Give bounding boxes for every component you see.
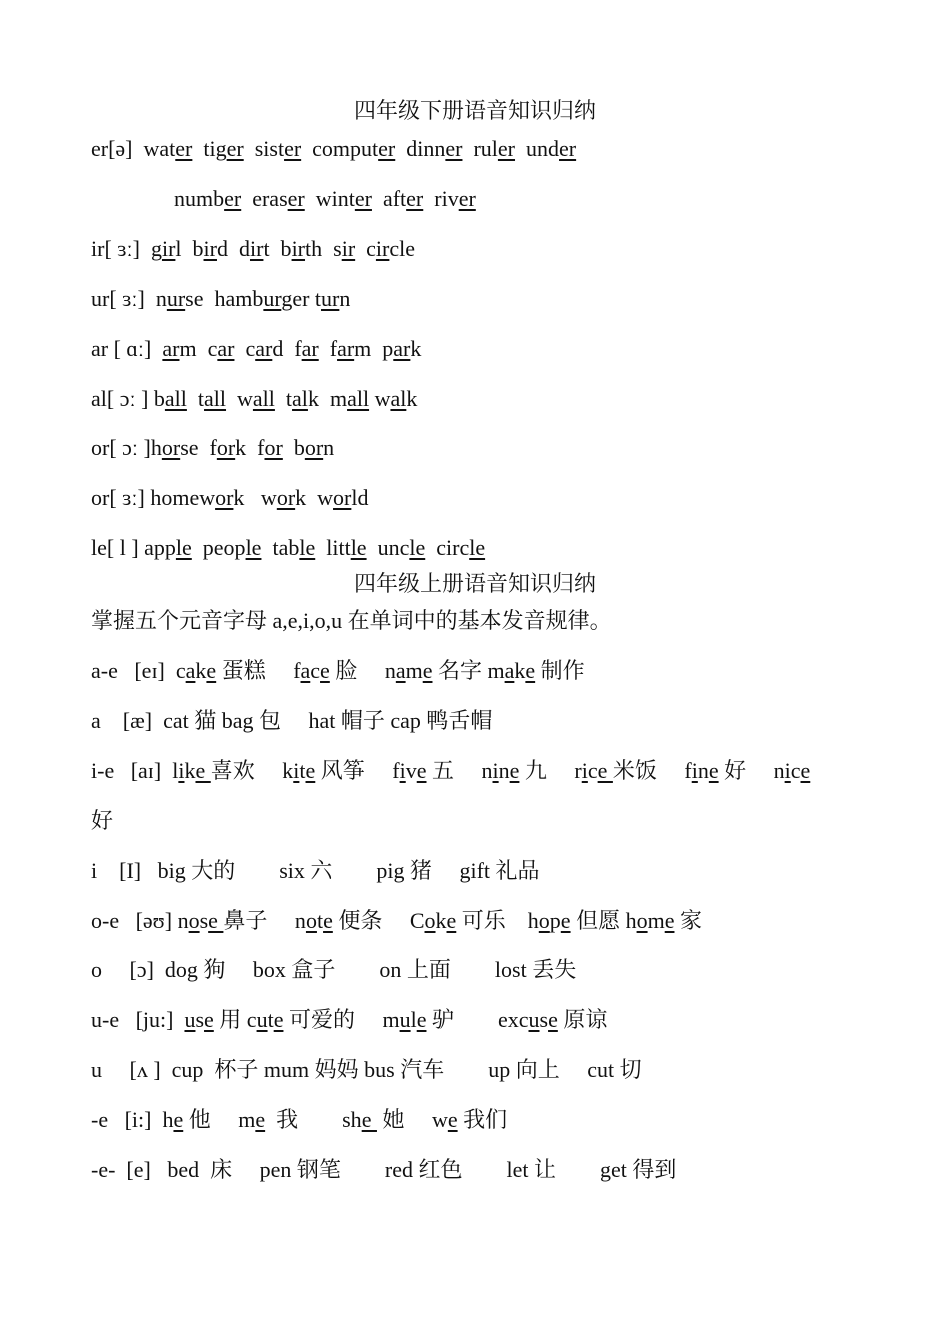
underlined-segment: e bbox=[525, 658, 536, 683]
underlined-segment: er bbox=[445, 136, 463, 161]
underlined-segment: e bbox=[320, 658, 330, 683]
underlined-segment: all bbox=[164, 386, 187, 411]
text-segment: d d bbox=[216, 236, 250, 261]
underlined-segment: e bbox=[597, 758, 613, 783]
text-segment: n bbox=[498, 758, 510, 783]
vowel-row-u bbox=[91, 1057, 642, 1083]
underlined-segment: o bbox=[636, 908, 648, 933]
underlined-segment: u bbox=[184, 1007, 196, 1032]
underlined-segment: ir bbox=[249, 236, 264, 261]
text-segment: p bbox=[549, 908, 561, 933]
text-segment: eras bbox=[241, 186, 288, 211]
text-segment: ur[ ɜː] n bbox=[91, 286, 167, 311]
underlined-segment: er bbox=[287, 186, 305, 211]
text-segment: 可爱的 m bbox=[283, 1007, 400, 1032]
underlined-segment: a bbox=[395, 658, 406, 683]
underlined-segment: e bbox=[323, 908, 333, 933]
underlined-segment: or bbox=[276, 485, 296, 510]
underlined-segment: ir bbox=[291, 236, 306, 261]
text-segment: a-e [eɪ] c bbox=[91, 658, 186, 683]
text-segment: cle bbox=[389, 236, 416, 261]
underlined-segment: al bbox=[390, 386, 407, 411]
vowel-row-a-e bbox=[91, 658, 585, 684]
underlined-segment: er bbox=[175, 136, 193, 161]
underlined-segment: e bbox=[416, 1007, 427, 1032]
underlined-segment: er bbox=[406, 186, 424, 211]
underlined-segment: i bbox=[178, 758, 185, 783]
text-segment: 鼻子 n bbox=[223, 908, 306, 933]
underlined-segment: o bbox=[424, 908, 436, 933]
text-segment: k bbox=[406, 386, 418, 411]
underlined-segment: or bbox=[264, 435, 283, 460]
text-segment: s bbox=[199, 908, 209, 933]
text-segment: t b bbox=[263, 236, 292, 261]
underlined-segment: e bbox=[416, 758, 427, 783]
underlined-segment: ar bbox=[393, 336, 411, 361]
underlined-segment: le bbox=[175, 535, 192, 560]
underlined-segment: e bbox=[446, 908, 457, 933]
underlined-segment: a bbox=[504, 658, 515, 683]
text-segment: c bbox=[587, 758, 598, 783]
text-segment: m bbox=[405, 658, 423, 683]
underlined-segment: or bbox=[304, 435, 324, 460]
underlined-segment: al bbox=[292, 386, 308, 411]
underlined-segment: or bbox=[333, 485, 352, 510]
text-segment: ar [ ɑː] bbox=[91, 336, 163, 361]
underlined-segment: e bbox=[664, 908, 675, 933]
underlined-segment: er bbox=[226, 136, 244, 161]
text-segment: or[ ɜː] homew bbox=[91, 485, 216, 510]
phonics-row-er-continued bbox=[174, 186, 476, 212]
phonics-row-al bbox=[91, 386, 417, 412]
text-segment: k bbox=[410, 336, 422, 361]
section-title-lower: 四年级下册语音知识归纳 bbox=[353, 98, 596, 123]
underlined-segment: e bbox=[361, 1107, 377, 1132]
text-segment: tig bbox=[192, 136, 227, 161]
text-segment: c bbox=[234, 336, 256, 361]
text-segment: al[ ɔː ] b bbox=[91, 386, 165, 411]
underlined-segment: all bbox=[204, 386, 227, 411]
text-segment: comput bbox=[301, 136, 379, 161]
underlined-segment: er bbox=[559, 136, 577, 161]
underlined-segment: i bbox=[581, 758, 588, 783]
phonics-row-or-1 bbox=[91, 435, 334, 461]
text-segment: k bbox=[435, 908, 447, 933]
text-segment: 好 bbox=[91, 808, 114, 833]
text-segment: 可乐 h bbox=[456, 908, 539, 933]
vowel-row-i-e-continued bbox=[91, 808, 113, 834]
text-segment: litt bbox=[315, 535, 351, 560]
underlined-segment: ar bbox=[337, 336, 355, 361]
underlined-segment: i bbox=[399, 758, 406, 783]
vowel-row-o-e bbox=[91, 908, 702, 934]
section-title-upper: 四年级上册语音知识归纳 bbox=[353, 571, 596, 596]
underlined-segment: e bbox=[422, 658, 433, 683]
section-intro: 掌握五个元音字母 a,e,i,o,u 在单词中的基本发音规律。 bbox=[91, 608, 612, 633]
text-segment: s bbox=[195, 1007, 205, 1032]
underlined-segment: er bbox=[458, 186, 476, 211]
text-segment: wat bbox=[143, 136, 176, 161]
underlined-segment: all bbox=[347, 386, 370, 411]
underlined-segment: or bbox=[215, 485, 234, 510]
underlined-segment: e bbox=[708, 758, 719, 783]
text-segment: 脸 n bbox=[329, 658, 396, 683]
text-segment: or[ ɔː ]h bbox=[91, 435, 162, 460]
text-segment: 他 m bbox=[183, 1107, 256, 1132]
text-segment: sist bbox=[243, 136, 285, 161]
text-segment: o-e [əʊ] n bbox=[91, 908, 189, 933]
phonics-row-or-2 bbox=[91, 485, 368, 511]
underlined-segment: or bbox=[216, 435, 236, 460]
phonics-row-er bbox=[91, 136, 576, 162]
vowel-row-u-e bbox=[91, 1007, 607, 1033]
text-segment: 她 w bbox=[376, 1107, 448, 1132]
underlined-segment: er bbox=[497, 136, 516, 161]
text-segment: 便条 C bbox=[332, 908, 425, 933]
text-segment: n bbox=[339, 286, 351, 311]
underlined-segment: or bbox=[161, 435, 181, 460]
text-segment: w bbox=[369, 386, 391, 411]
underlined-segment: ir bbox=[341, 236, 356, 261]
text-segment: u-e [ju:] bbox=[91, 1007, 185, 1032]
text-segment: aft bbox=[371, 186, 407, 211]
text-segment: 名字 m bbox=[432, 658, 505, 683]
text-segment: ld bbox=[351, 485, 369, 510]
underlined-segment: e bbox=[548, 1007, 558, 1032]
text-segment: 我们 bbox=[457, 1107, 508, 1132]
text-segment: t bbox=[186, 386, 205, 411]
text-segment: 原谅 bbox=[557, 1007, 608, 1032]
text-segment: ger t bbox=[281, 286, 322, 311]
text-segment: riv bbox=[423, 186, 459, 211]
phonics-row-le bbox=[91, 535, 485, 561]
underlined-segment: ur bbox=[321, 286, 340, 311]
text-segment: 风筝 f bbox=[315, 758, 400, 783]
text-segment: er[ə] bbox=[91, 136, 144, 161]
text-segment: 我 sh bbox=[265, 1107, 362, 1132]
underlined-segment: a bbox=[185, 658, 196, 683]
text-segment: ir[ ɜː] g bbox=[91, 236, 162, 261]
text-segment: 五 n bbox=[426, 758, 493, 783]
phonics-row-ir bbox=[91, 236, 415, 262]
text-segment: 驴 exc bbox=[426, 1007, 529, 1032]
text-segment: und bbox=[515, 136, 560, 161]
text-segment: u [ʌ ] cup 杯子 mum 妈妈 bus 汽车 up 向上 cut 切 bbox=[91, 1057, 642, 1082]
underlined-segment: u bbox=[528, 1007, 540, 1032]
underlined-segment: e bbox=[206, 658, 217, 683]
underlined-segment: er bbox=[284, 136, 302, 161]
underlined-segment: i bbox=[691, 758, 698, 783]
underlined-segment: i bbox=[293, 758, 300, 783]
text-segment: k f bbox=[235, 435, 265, 460]
text-segment: unc bbox=[366, 535, 410, 560]
underlined-segment: ir bbox=[203, 236, 217, 261]
underlined-segment: ar bbox=[162, 336, 180, 361]
underlined-segment: o bbox=[305, 908, 317, 933]
underlined-segment: e bbox=[173, 1107, 184, 1132]
text-segment: k w bbox=[233, 485, 277, 510]
text-segment: s bbox=[539, 1007, 549, 1032]
underlined-segment: e bbox=[560, 908, 571, 933]
underlined-segment: ir bbox=[161, 236, 176, 261]
underlined-segment: ur bbox=[166, 286, 186, 311]
text-segment: -e- [e] bed 床 pen 钢笔 red 红色 let 让 get 得到 bbox=[91, 1157, 677, 1182]
text-segment: l bbox=[410, 1007, 417, 1032]
vowel-row-i bbox=[91, 858, 540, 884]
text-segment: le[ l ] app bbox=[91, 535, 176, 560]
underlined-segment: le bbox=[350, 535, 367, 560]
vowel-row-i-e bbox=[91, 758, 810, 784]
text-segment: 家 bbox=[674, 908, 702, 933]
text-segment: circ bbox=[425, 535, 470, 560]
text-segment: c bbox=[355, 236, 376, 261]
vowel-row-a bbox=[91, 708, 492, 734]
text-segment: peop bbox=[191, 535, 246, 560]
text-segment: k bbox=[195, 658, 207, 683]
text-segment: tab bbox=[261, 535, 300, 560]
text-segment: w bbox=[226, 386, 253, 411]
text-segment: t bbox=[299, 758, 306, 783]
underlined-segment: le bbox=[299, 535, 316, 560]
underlined-segment: e bbox=[208, 908, 224, 933]
text-segment: n bbox=[323, 435, 335, 460]
underlined-segment: u bbox=[256, 1007, 268, 1032]
text-segment: 制作 bbox=[535, 658, 585, 683]
vowel-row-e bbox=[91, 1107, 507, 1133]
text-segment: th s bbox=[305, 236, 342, 261]
text-segment: b bbox=[282, 435, 305, 460]
phonics-row-ur bbox=[91, 286, 350, 312]
text-segment: 九 r bbox=[519, 758, 582, 783]
underlined-segment: er bbox=[378, 136, 396, 161]
underlined-segment: ur bbox=[263, 286, 282, 311]
underlined-segment: le bbox=[409, 535, 426, 560]
text-segment: t bbox=[267, 1007, 274, 1032]
text-segment: c bbox=[310, 658, 321, 683]
phonics-row-ar bbox=[91, 336, 421, 362]
underlined-segment: er bbox=[224, 186, 242, 211]
text-segment: m bbox=[647, 908, 665, 933]
text-segment: k w bbox=[295, 485, 334, 510]
vowel-row-e-short bbox=[91, 1157, 676, 1183]
text-segment: o [ɔ] dog 狗 box 盒子 on 上面 lost 丢失 bbox=[91, 957, 577, 982]
text-segment: k m bbox=[307, 386, 348, 411]
text-segment: d f bbox=[272, 336, 302, 361]
text-segment: i-e [aɪ] l bbox=[91, 758, 179, 783]
underlined-segment: ar bbox=[301, 336, 319, 361]
text-segment: a [æ] cat 猫 bag 包 hat 帽子 cap 鸭舌帽 bbox=[91, 708, 493, 733]
text-segment: dinn bbox=[395, 136, 446, 161]
underlined-segment: e bbox=[447, 1107, 458, 1132]
text-segment: k bbox=[184, 758, 196, 783]
text-segment: t bbox=[274, 386, 293, 411]
vowel-row-o bbox=[91, 957, 576, 983]
underlined-segment: o bbox=[538, 908, 550, 933]
underlined-segment: ar bbox=[217, 336, 235, 361]
text-segment: 但愿 h bbox=[570, 908, 637, 933]
underlined-segment: le bbox=[245, 535, 262, 560]
text-segment: wint bbox=[304, 186, 355, 211]
text-segment: v bbox=[405, 758, 417, 783]
text-segment: t bbox=[316, 908, 324, 933]
underlined-segment: e bbox=[195, 758, 211, 783]
underlined-segment: er bbox=[354, 186, 372, 211]
text-segment: f bbox=[318, 336, 338, 361]
underlined-segment: u bbox=[399, 1007, 411, 1032]
text-segment: n bbox=[697, 758, 709, 783]
text-segment: 用 c bbox=[213, 1007, 257, 1032]
underlined-segment: e bbox=[509, 758, 520, 783]
underlined-segment: all bbox=[252, 386, 275, 411]
text-segment: 好 n bbox=[718, 758, 785, 783]
underlined-segment: i bbox=[784, 758, 791, 783]
underlined-segment: i bbox=[492, 758, 499, 783]
underlined-segment: o bbox=[188, 908, 200, 933]
underlined-segment: le bbox=[469, 535, 486, 560]
text-segment: rul bbox=[462, 136, 498, 161]
text-segment: i [I] big 大的 six 六 pig 猪 gift 礼品 bbox=[91, 858, 540, 883]
text-segment: m p bbox=[354, 336, 394, 361]
text-segment: -e [i:] h bbox=[91, 1107, 174, 1132]
underlined-segment: e bbox=[305, 758, 316, 783]
text-segment: m c bbox=[179, 336, 218, 361]
text-segment: 蛋糕 f bbox=[216, 658, 301, 683]
text-segment: 米饭 f bbox=[612, 758, 692, 783]
underlined-segment: e bbox=[255, 1107, 266, 1132]
underlined-segment: e bbox=[800, 758, 811, 783]
underlined-segment: a bbox=[300, 658, 311, 683]
text-segment: k bbox=[514, 658, 526, 683]
underlined-segment: e bbox=[273, 1007, 284, 1032]
text-segment: numb bbox=[174, 186, 225, 211]
text-segment: c bbox=[790, 758, 801, 783]
underlined-segment: ar bbox=[255, 336, 273, 361]
text-segment: 喜欢 k bbox=[210, 758, 294, 783]
underlined-segment: e bbox=[204, 1007, 214, 1032]
text-segment: l b bbox=[175, 236, 204, 261]
underlined-segment: ir bbox=[375, 236, 390, 261]
text-segment: se hamb bbox=[185, 286, 264, 311]
text-segment: se f bbox=[180, 435, 217, 460]
